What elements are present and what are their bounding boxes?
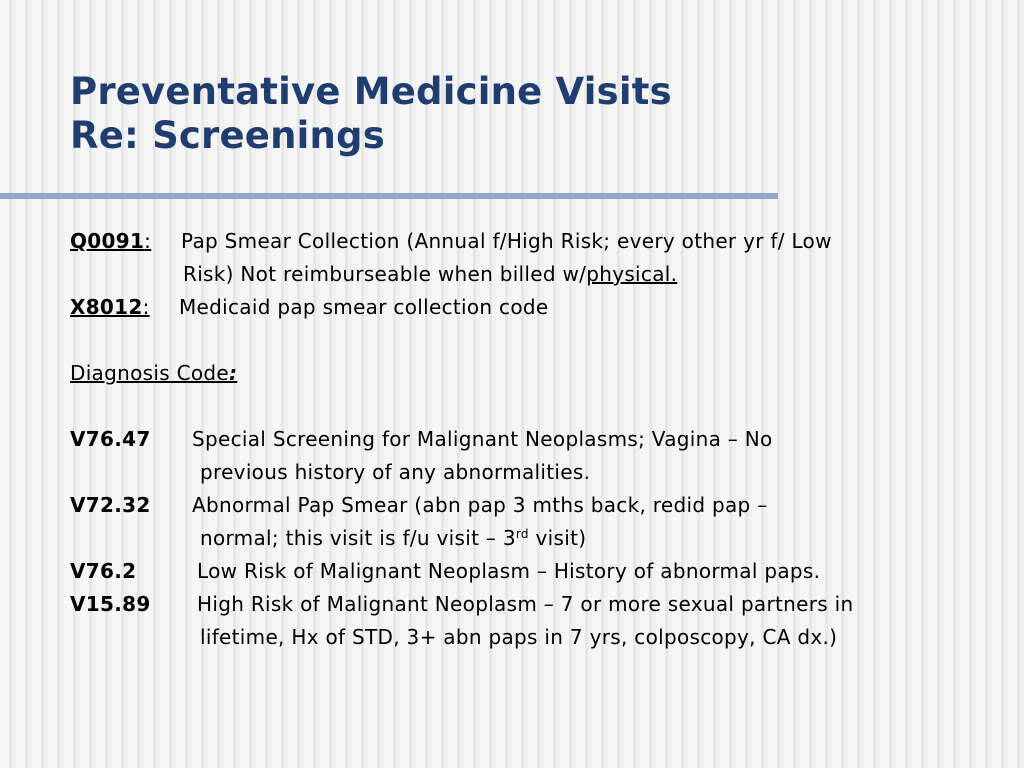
diagnosis-desc: Low Risk of Malignant Neoplasm – History of abnormal paps. xyxy=(197,559,821,583)
diagnosis-item-v7647-cont xyxy=(70,456,970,489)
spacer xyxy=(70,324,970,357)
q0091-text-cont: Risk) Not reimburseable when billed w/ xyxy=(183,262,587,286)
diagnosis-code: V15.89 xyxy=(70,592,151,616)
title-line-2: Re: Screenings xyxy=(70,114,385,157)
x8012-colon: : xyxy=(142,295,150,319)
diagnosis-desc-cont: previous history of any abnormalities. xyxy=(200,460,591,484)
diagnosis-desc-cont-end: visit) xyxy=(528,526,587,550)
q0091-line-2 xyxy=(70,258,970,291)
x8012-text: Medicaid pap smear collection code xyxy=(179,295,549,319)
diagnosis-desc: Special Screening for Malignant Neoplasms; Vagina – No xyxy=(192,427,773,451)
q0091-line-1 xyxy=(70,225,970,258)
q0091-code: Q0091 xyxy=(70,229,145,253)
diagnosis-item-v7647 xyxy=(70,423,970,456)
slide-body xyxy=(70,225,970,654)
diagnosis-code: V76.47 xyxy=(70,427,151,451)
diagnosis-item-v762 xyxy=(70,555,970,588)
spacer xyxy=(70,390,970,423)
physical-link-text: physical. xyxy=(586,262,678,286)
q0091-text: Pap Smear Collection (Annual f/High Risk; every other yr f/ Low xyxy=(181,229,832,253)
diagnosis-item-v1589-cont xyxy=(70,621,970,654)
diagnosis-item-v7232 xyxy=(70,489,970,522)
diagnosis-label: Diagnosis Code xyxy=(70,361,229,385)
diagnosis-code: V76.2 xyxy=(70,559,137,583)
diagnosis-desc: High Risk of Malignant Neoplasm – 7 or more sexual partners in xyxy=(197,592,854,616)
ordinal-suffix: rd xyxy=(515,527,529,541)
title-line-1: Preventative Medicine Visits xyxy=(70,70,672,113)
diagnosis-item-v7232-cont xyxy=(70,522,970,555)
diagnosis-item-v1589 xyxy=(70,588,970,621)
diagnosis-colon: : xyxy=(228,361,238,385)
diagnosis-heading xyxy=(70,357,970,390)
diagnosis-desc: Abnormal Pap Smear (abn pap 3 mths back, redid pap – xyxy=(192,493,768,517)
x8012-line xyxy=(70,291,970,324)
diagnosis-desc-cont: lifetime, Hx of STD, 3+ abn paps in 7 yrs, colposcopy, CA dx.) xyxy=(200,625,838,649)
x8012-code: X8012 xyxy=(70,295,143,319)
diagnosis-desc-cont: normal; this visit is f/u visit – 3 xyxy=(200,526,516,550)
slide-title xyxy=(70,70,672,158)
title-divider xyxy=(0,193,778,199)
diagnosis-code: V72.32 xyxy=(70,493,151,517)
q0091-colon: : xyxy=(144,229,152,253)
